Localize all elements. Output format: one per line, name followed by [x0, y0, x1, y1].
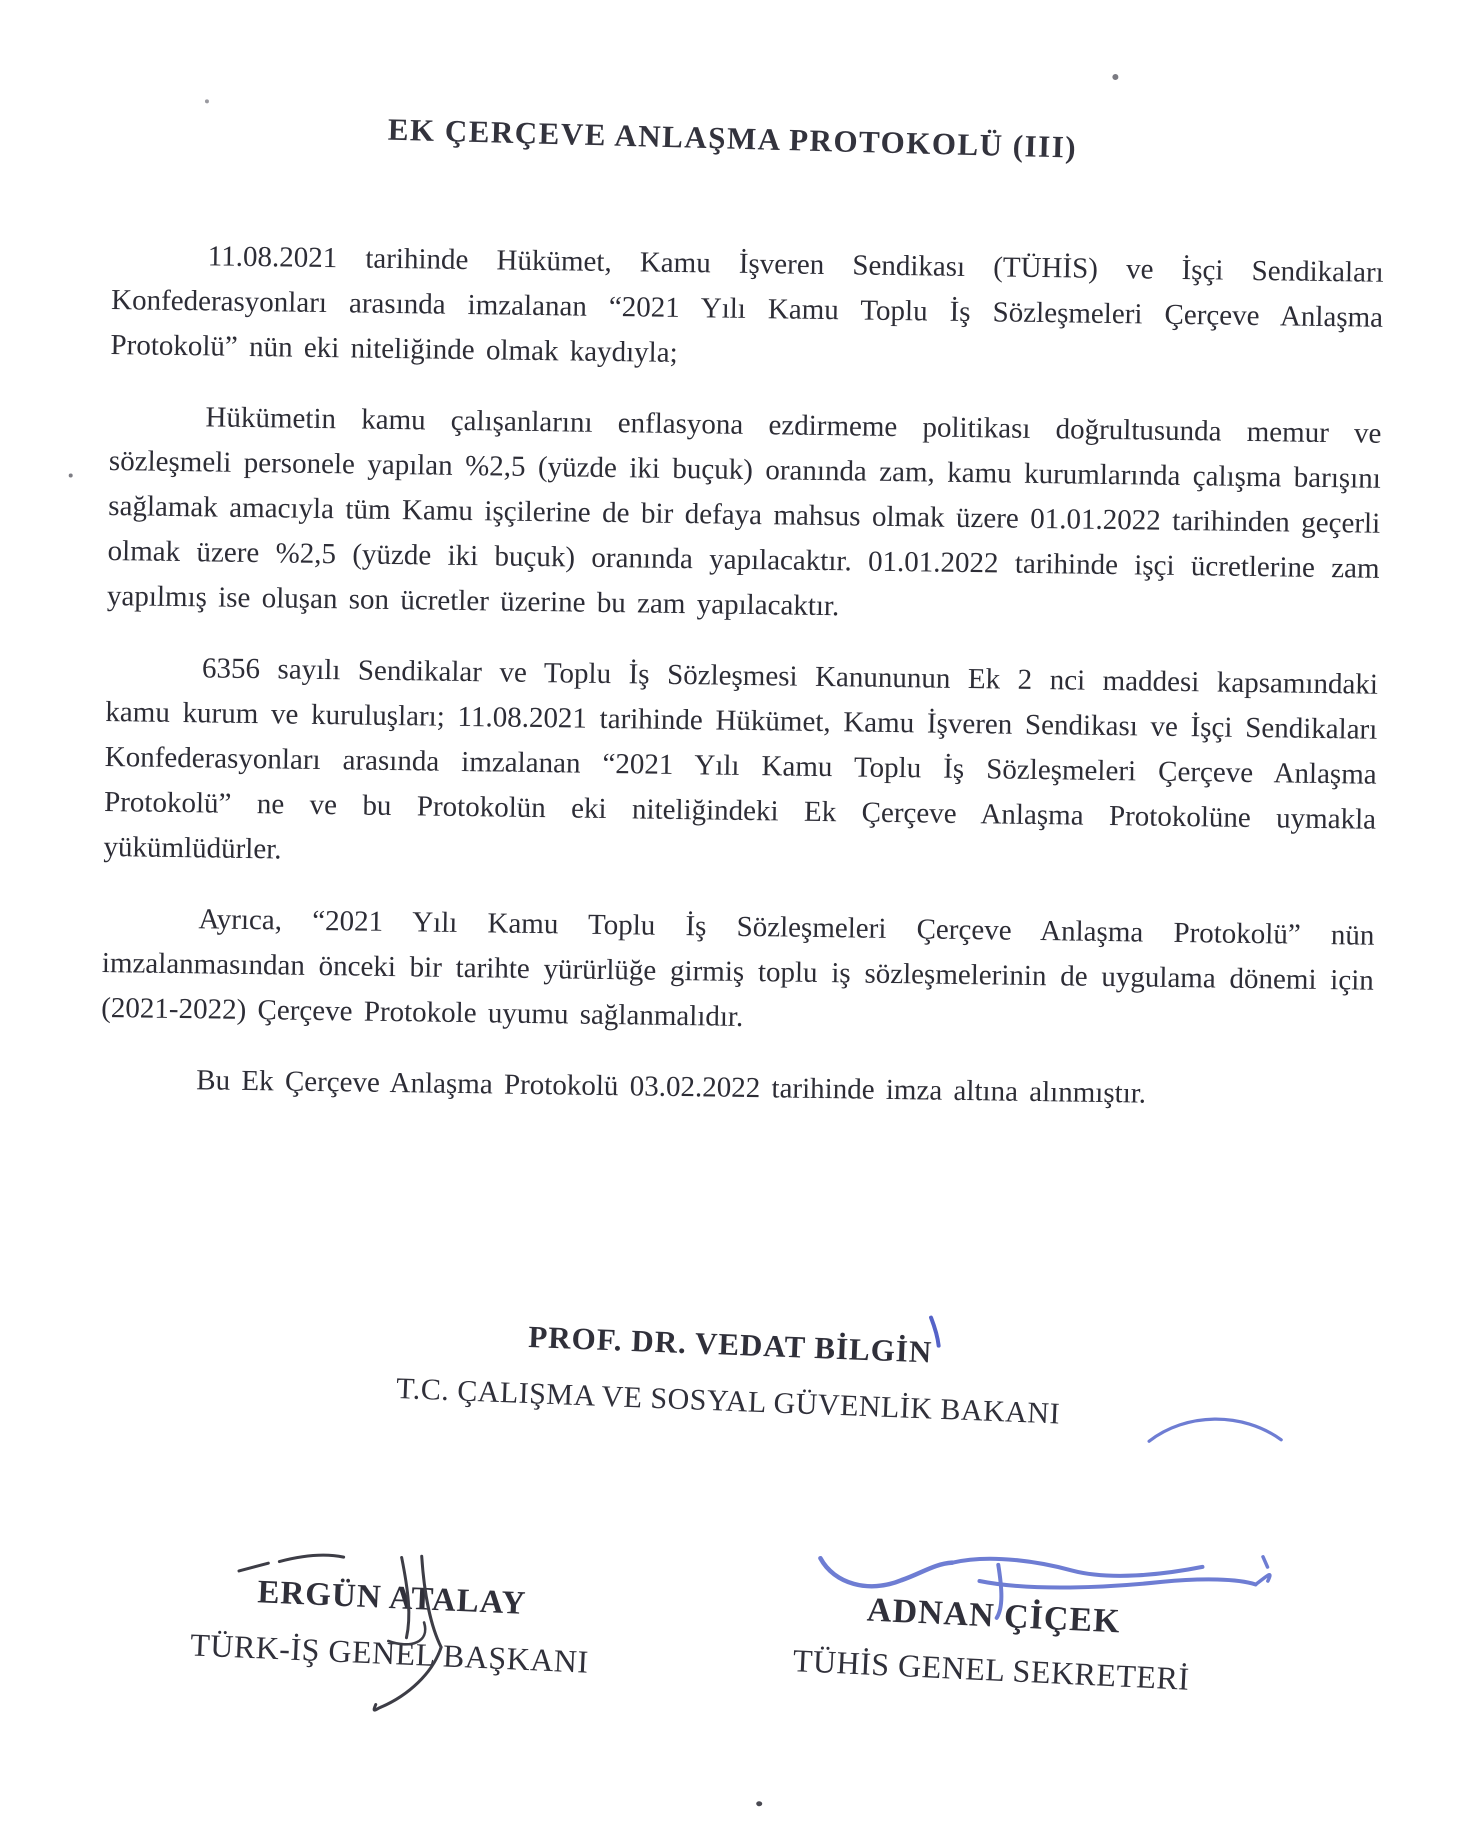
scan-speck [205, 99, 209, 103]
turkis-president-title: TÜRK-İŞ GENEL BAŞKANI [189, 1626, 590, 1680]
body-paragraph-1: 11.08.2021 tarihinde Hükümet, Kamu İşveren Sendikası (TÜHİS) ve İşçi Sendikaları Konfederasyonları arasında imzalanan “2021 Yılı Kamu Toplu İş Sözleşmeleri Çerçeve Anlaşma Protokolü” nün eki niteliğinde olmak kaydıyla; [110, 240, 1384, 369]
scan-speck [1112, 74, 1118, 80]
signature-block-tuhis [781, 1588, 1205, 1699]
page-title: EK ÇERÇEVE ANLAŞMA PROTOKOLÜ (III) [387, 111, 1078, 165]
body-paragraph-5: Bu Ek Çerçeve Anlaşma Protokolü 03.02.2022 tarihinde imza altına alınmıştır. [196, 1064, 1147, 1110]
scan-speck [756, 1801, 762, 1806]
body-paragraph-2: Hükümetin kamu çalışanlarını enflasyona ezdirmeme politikası doğrultusunda memur ve sözleşmeli personele yapılan %2,5 (yüzde iki buçuk) oranında zam, kamu kurumlarında çalışma barışını sağlamak amacıyla tüm Kamu işçilerine de bir defaya mahsus olmak üzere 01.01.2022 tarihinden geçerli olmak üzere %2,5 (yüzde iki buçuk) oranında yapılacaktır. 01.01.2022 tarihinde işçi ücretlerine zam yapılmış ise oluşan son ücretler üzerine bu zam yapılacaktır. [106, 401, 1382, 623]
minister-signature-arc [1145, 1407, 1288, 1454]
tuhis-secretary-name: ADNAN ÇİÇEK [866, 1591, 1122, 1641]
signature-block-minister [373, 1313, 1086, 1432]
tuhis-secretary-title: TÜHİS GENEL SEKRETERİ [792, 1642, 1191, 1697]
signature-block-turkis [179, 1571, 603, 1681]
minister-name: PROF. DR. VEDAT BİLGİN [527, 1319, 933, 1370]
document-body [100, 233, 1384, 1146]
turkis-president-name: ERGÜN ATALAY [256, 1574, 528, 1622]
body-paragraph-3: 6356 sayılı Sendikalar ve Toplu İş Sözleşmesi Kanununun Ek 2 nci maddesi kapsamındaki kamu kurum ve kuruluşları; 11.08.2021 tarihinde Hükümet, Kamu İşveren Sendikası ve İşçi Sendikaları Konfederasyonları arasında imzalanan “2021 Yılı Kamu Toplu İş Sözleşmeleri Çerçeve Anlaşma Protokolü” ne ve bu Protokolün eki niteliğindeki Ek Çerçeve Anlaşma Protokolüne uymakla yükümlüdürler. [103, 652, 1379, 866]
body-paragraph-4: Ayrıca, “2021 Yılı Kamu Toplu İş Sözleşmeleri Çerçeve Anlaşma Protokolü” nün imzalanmasından önceki bir tarihte yürürlüğe girmiş toplu iş sözleşmelerinin de uygulama dönemi için (2021-2022) Çerçeve Protokole uyumu sağlanmalıdır. [101, 903, 1375, 1033]
scan-speck [69, 473, 73, 477]
minister-title: T.C. ÇALIŞMA VE SOSYAL GÜVENLİK BAKANI [395, 1371, 1061, 1431]
